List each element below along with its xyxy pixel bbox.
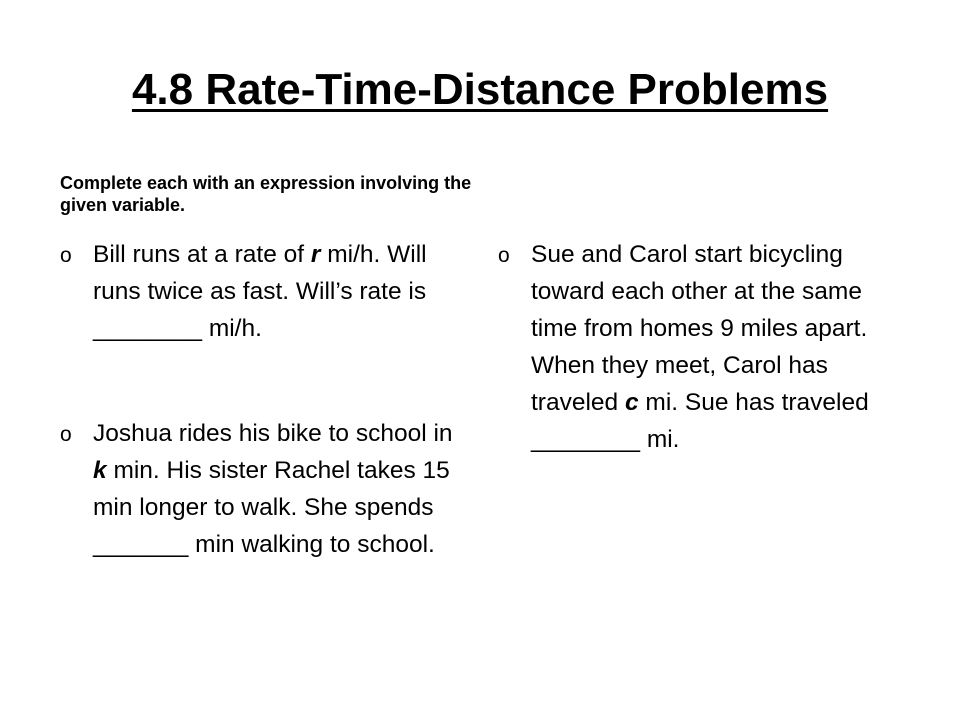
bullet-marker: o (498, 244, 510, 267)
bullet-marker: o (60, 244, 72, 267)
problem-text-end: mi/h. Will runs twice as fast. Will’s rate is ________ mi/h. (93, 241, 427, 342)
bullet-marker: o (60, 423, 72, 446)
problem-text (93, 420, 453, 558)
problem-text-start: Sue and Carol start bicycling toward each other at the same time from homes 9 miles apart. When they meet, Carol has traveled (531, 241, 868, 416)
variable-c: c (624, 389, 639, 416)
problem-text (93, 241, 427, 342)
problem-list-left (60, 236, 470, 563)
problem-text-end: min. His sister Rachel takes 15 min longer to walk. She spends _______ min walking to school. (93, 457, 450, 558)
problem-item-sue-carol (498, 236, 908, 458)
problem-text (531, 241, 869, 453)
problem-text-start: Bill runs at a rate of (93, 241, 311, 268)
variable-k: k (93, 457, 107, 484)
slide-title: 4.8 Rate-Time-Distance Problems (131, 65, 829, 114)
problem-text-end: mi. Sue has traveled ________ mi. (531, 389, 869, 453)
problem-item-bill (60, 236, 470, 347)
instructions-text: Complete each with an expression involving the given variable. (60, 173, 472, 215)
problem-text-start: Joshua rides his bike to school in (93, 420, 453, 447)
problem-item-joshua (60, 415, 470, 563)
variable-r: r (310, 241, 321, 268)
problem-list-right (498, 236, 908, 458)
